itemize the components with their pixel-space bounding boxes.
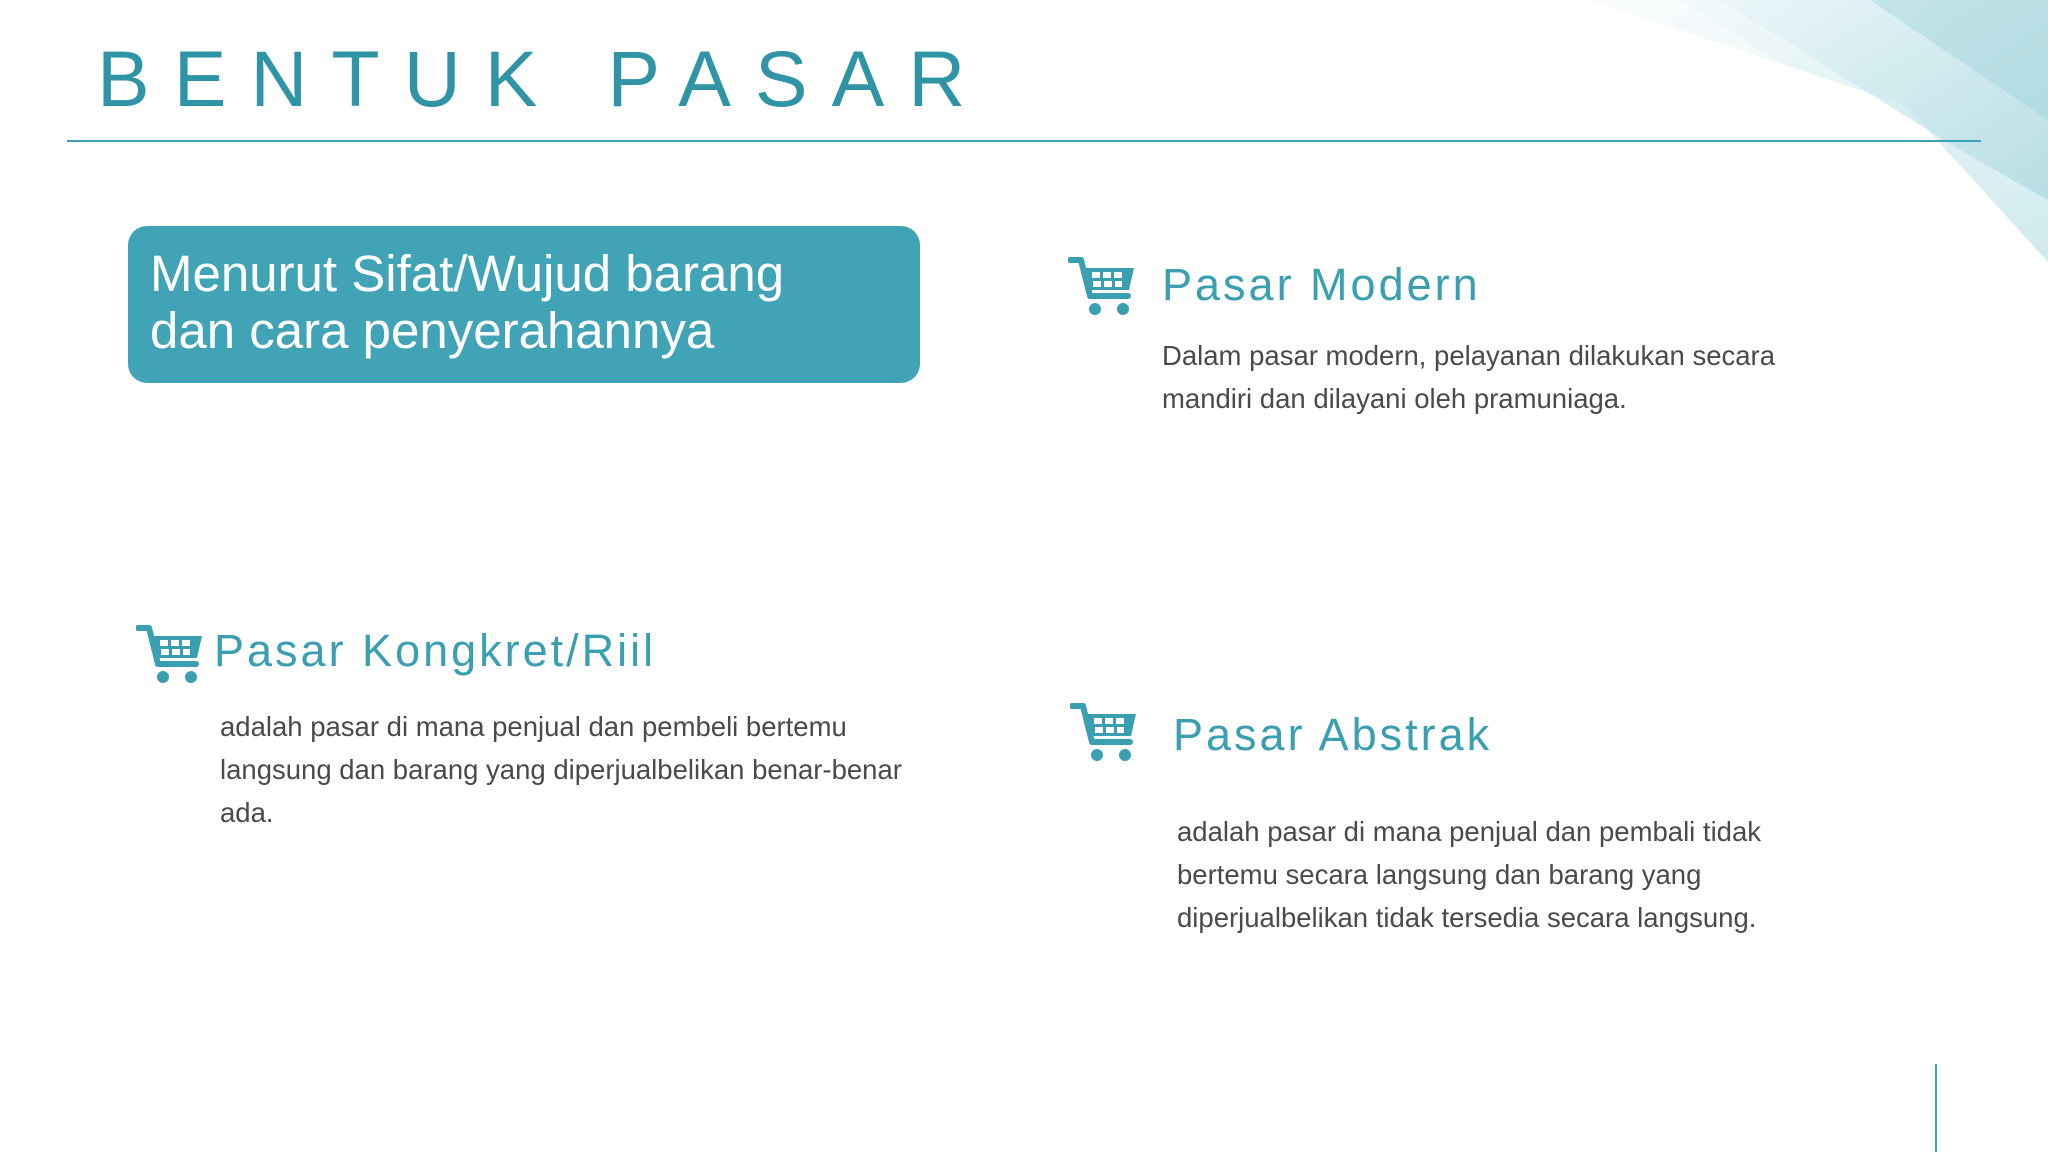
category-line-1: Menurut Sifat/Wujud barang: [150, 245, 785, 302]
description-line: adalah pasar di mana penjual dan pembeli bertemu: [220, 711, 847, 742]
item-pasar-kongkret: [136, 620, 1016, 840]
item-title: Pasar Modern: [1162, 259, 1481, 310]
description-line: Dalam pasar modern, pelayanan dilakukan secara: [1162, 340, 1775, 371]
shopping-cart-icon: [1070, 700, 1140, 764]
description-line: diperjualbelikan tidak tersedia secara langsung.: [1177, 902, 1757, 933]
category-box: [128, 226, 920, 383]
shopping-cart-icon: [1068, 254, 1138, 318]
item-pasar-abstrak: [1070, 700, 1970, 940]
item-pasar-modern: [1068, 254, 1968, 434]
description-line: ada.: [220, 797, 274, 828]
item-description: [220, 705, 902, 834]
item-description: [1162, 334, 1775, 420]
shopping-cart-icon: [136, 622, 206, 686]
item-title: Pasar Abstrak: [1173, 709, 1493, 760]
item-description: [1177, 810, 1761, 939]
corner-accent-line: [1935, 1064, 1937, 1152]
category-line-2: dan cara penyerahannya: [150, 302, 715, 359]
title-divider: [67, 140, 1981, 142]
description-line: langsung dan barang yang diperjualbelikan benar-benar: [220, 754, 902, 785]
slide-title: BENTUK PASAR: [97, 34, 990, 123]
item-title: Pasar Kongkret/Riil: [214, 625, 657, 676]
description-line: bertemu secara langsung dan barang yang: [1177, 859, 1702, 890]
description-line: adalah pasar di mana penjual dan pembali tidak: [1177, 816, 1762, 847]
description-line: mandiri dan dilayani oleh pramuniaga.: [1162, 383, 1627, 414]
